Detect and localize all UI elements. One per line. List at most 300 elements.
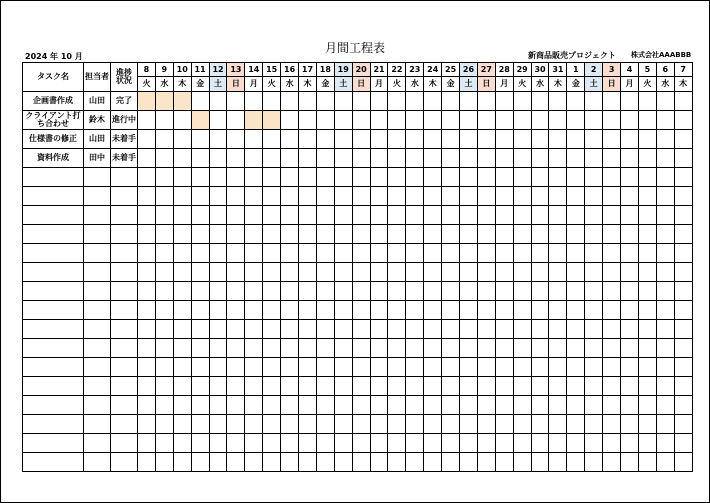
schedule-cell[interactable]: [191, 339, 209, 358]
schedule-cell[interactable]: [191, 168, 209, 187]
schedule-cell[interactable]: [424, 434, 442, 453]
schedule-cell[interactable]: [638, 187, 656, 206]
schedule-cell[interactable]: [191, 282, 209, 301]
schedule-cell[interactable]: [334, 358, 352, 377]
schedule-cell[interactable]: [585, 168, 603, 187]
schedule-cell[interactable]: [316, 168, 334, 187]
schedule-cell[interactable]: [155, 320, 173, 339]
schedule-cell[interactable]: [155, 130, 173, 149]
schedule-cell[interactable]: [173, 301, 191, 320]
schedule-cell[interactable]: [656, 377, 674, 396]
schedule-cell[interactable]: [621, 225, 639, 244]
schedule-cell[interactable]: [621, 453, 639, 472]
schedule-cell[interactable]: [299, 396, 317, 415]
schedule-cell[interactable]: [352, 130, 370, 149]
schedule-cell[interactable]: [138, 206, 156, 225]
schedule-cell[interactable]: [638, 320, 656, 339]
schedule-cell[interactable]: [209, 225, 227, 244]
schedule-cell[interactable]: [495, 130, 513, 149]
schedule-cell[interactable]: [513, 149, 531, 168]
task-owner-cell[interactable]: 山田: [84, 130, 111, 149]
schedule-cell[interactable]: [209, 263, 227, 282]
schedule-cell[interactable]: [585, 415, 603, 434]
schedule-cell[interactable]: [513, 168, 531, 187]
schedule-cell[interactable]: [656, 263, 674, 282]
schedule-cell[interactable]: [263, 377, 281, 396]
schedule-cell[interactable]: [513, 396, 531, 415]
schedule-cell[interactable]: [370, 206, 388, 225]
schedule-cell[interactable]: [477, 320, 495, 339]
schedule-cell[interactable]: [531, 168, 549, 187]
schedule-cell[interactable]: [603, 111, 621, 130]
schedule-cell[interactable]: [191, 225, 209, 244]
schedule-cell[interactable]: [316, 244, 334, 263]
schedule-cell[interactable]: [603, 301, 621, 320]
schedule-cell[interactable]: [334, 301, 352, 320]
schedule-cell[interactable]: [424, 187, 442, 206]
schedule-cell[interactable]: [155, 415, 173, 434]
schedule-cell[interactable]: [281, 187, 299, 206]
schedule-cell[interactable]: [352, 225, 370, 244]
schedule-cell[interactable]: [209, 111, 227, 130]
task-name-cell[interactable]: [23, 377, 84, 396]
schedule-cell[interactable]: [638, 168, 656, 187]
schedule-cell[interactable]: [191, 187, 209, 206]
schedule-cell[interactable]: [138, 168, 156, 187]
schedule-cell[interactable]: [603, 187, 621, 206]
schedule-cell[interactable]: [334, 320, 352, 339]
schedule-cell[interactable]: [638, 206, 656, 225]
schedule-cell[interactable]: [138, 415, 156, 434]
schedule-cell[interactable]: [585, 92, 603, 111]
schedule-cell[interactable]: [263, 206, 281, 225]
task-status-cell[interactable]: [111, 168, 138, 187]
task-owner-cell[interactable]: [84, 225, 111, 244]
schedule-cell[interactable]: [388, 244, 406, 263]
schedule-cell[interactable]: [191, 206, 209, 225]
task-owner-cell[interactable]: [84, 377, 111, 396]
schedule-cell[interactable]: [209, 415, 227, 434]
schedule-cell[interactable]: [531, 92, 549, 111]
schedule-cell[interactable]: [531, 244, 549, 263]
schedule-cell[interactable]: [674, 206, 692, 225]
schedule-cell[interactable]: [477, 339, 495, 358]
schedule-cell[interactable]: [334, 225, 352, 244]
schedule-cell[interactable]: [191, 263, 209, 282]
schedule-cell[interactable]: [227, 187, 245, 206]
task-owner-cell[interactable]: [84, 453, 111, 472]
schedule-cell[interactable]: [138, 130, 156, 149]
schedule-cell[interactable]: [173, 206, 191, 225]
schedule-cell[interactable]: [138, 434, 156, 453]
schedule-cell[interactable]: [388, 320, 406, 339]
task-status-cell[interactable]: [111, 339, 138, 358]
schedule-cell[interactable]: [477, 358, 495, 377]
schedule-cell[interactable]: [388, 415, 406, 434]
task-owner-cell[interactable]: 田中: [84, 149, 111, 168]
schedule-cell[interactable]: [442, 320, 460, 339]
schedule-cell[interactable]: [460, 149, 478, 168]
schedule-cell[interactable]: [477, 453, 495, 472]
schedule-cell[interactable]: [495, 396, 513, 415]
schedule-cell[interactable]: [424, 282, 442, 301]
schedule-cell[interactable]: [495, 358, 513, 377]
schedule-cell[interactable]: [621, 263, 639, 282]
task-name-cell[interactable]: [23, 244, 84, 263]
schedule-cell[interactable]: [138, 263, 156, 282]
schedule-cell[interactable]: [299, 453, 317, 472]
schedule-cell[interactable]: [245, 187, 263, 206]
schedule-cell[interactable]: [477, 92, 495, 111]
schedule-cell[interactable]: [531, 187, 549, 206]
schedule-cell[interactable]: [585, 396, 603, 415]
schedule-cell[interactable]: [549, 453, 567, 472]
schedule-cell[interactable]: [334, 453, 352, 472]
schedule-cell[interactable]: [621, 377, 639, 396]
schedule-cell[interactable]: [603, 434, 621, 453]
schedule-cell[interactable]: [621, 130, 639, 149]
task-name-cell[interactable]: [23, 187, 84, 206]
schedule-cell[interactable]: [299, 301, 317, 320]
schedule-cell[interactable]: [209, 149, 227, 168]
schedule-cell[interactable]: [299, 130, 317, 149]
schedule-cell[interactable]: [388, 111, 406, 130]
schedule-cell[interactable]: [316, 282, 334, 301]
schedule-cell[interactable]: [281, 92, 299, 111]
schedule-cell[interactable]: [513, 206, 531, 225]
task-status-cell[interactable]: [111, 244, 138, 263]
task-status-cell[interactable]: [111, 434, 138, 453]
schedule-cell[interactable]: [227, 396, 245, 415]
schedule-cell[interactable]: [513, 187, 531, 206]
schedule-cell[interactable]: [477, 187, 495, 206]
schedule-cell[interactable]: [173, 168, 191, 187]
schedule-cell[interactable]: [656, 320, 674, 339]
task-status-cell[interactable]: [111, 225, 138, 244]
schedule-cell[interactable]: [352, 187, 370, 206]
schedule-cell[interactable]: [316, 149, 334, 168]
schedule-cell[interactable]: [370, 358, 388, 377]
schedule-cell[interactable]: [155, 301, 173, 320]
schedule-cell[interactable]: [460, 187, 478, 206]
schedule-cell[interactable]: [442, 92, 460, 111]
schedule-cell[interactable]: [334, 377, 352, 396]
schedule-cell[interactable]: [227, 415, 245, 434]
task-name-cell[interactable]: 企画書作成: [23, 92, 84, 111]
task-status-cell[interactable]: 進行中: [111, 111, 138, 130]
schedule-cell[interactable]: [442, 130, 460, 149]
schedule-cell[interactable]: [263, 130, 281, 149]
schedule-cell[interactable]: [621, 92, 639, 111]
schedule-cell[interactable]: [209, 434, 227, 453]
schedule-cell[interactable]: [585, 377, 603, 396]
schedule-cell[interactable]: [442, 415, 460, 434]
schedule-cell[interactable]: [138, 453, 156, 472]
schedule-cell[interactable]: [406, 339, 424, 358]
schedule-cell[interactable]: [406, 434, 424, 453]
schedule-cell[interactable]: [334, 187, 352, 206]
schedule-cell[interactable]: [674, 396, 692, 415]
schedule-cell[interactable]: [191, 111, 209, 130]
schedule-cell[interactable]: [245, 358, 263, 377]
schedule-cell[interactable]: [209, 187, 227, 206]
schedule-cell[interactable]: [209, 92, 227, 111]
schedule-cell[interactable]: [263, 453, 281, 472]
schedule-cell[interactable]: [549, 149, 567, 168]
schedule-cell[interactable]: [585, 111, 603, 130]
schedule-cell[interactable]: [334, 244, 352, 263]
schedule-cell[interactable]: [227, 111, 245, 130]
schedule-cell[interactable]: [406, 358, 424, 377]
schedule-cell[interactable]: [191, 358, 209, 377]
schedule-cell[interactable]: [585, 434, 603, 453]
schedule-cell[interactable]: [621, 187, 639, 206]
schedule-cell[interactable]: [531, 320, 549, 339]
task-status-cell[interactable]: [111, 453, 138, 472]
schedule-cell[interactable]: [549, 130, 567, 149]
schedule-cell[interactable]: [406, 225, 424, 244]
schedule-cell[interactable]: [513, 358, 531, 377]
schedule-cell[interactable]: [549, 415, 567, 434]
task-name-cell[interactable]: [23, 358, 84, 377]
task-name-cell[interactable]: [23, 301, 84, 320]
schedule-cell[interactable]: [567, 244, 585, 263]
schedule-cell[interactable]: [460, 206, 478, 225]
schedule-cell[interactable]: [442, 206, 460, 225]
schedule-cell[interactable]: [388, 149, 406, 168]
schedule-cell[interactable]: [531, 111, 549, 130]
schedule-cell[interactable]: [245, 301, 263, 320]
schedule-cell[interactable]: [352, 111, 370, 130]
schedule-cell[interactable]: [299, 263, 317, 282]
schedule-cell[interactable]: [460, 339, 478, 358]
schedule-cell[interactable]: [513, 339, 531, 358]
schedule-cell[interactable]: [263, 225, 281, 244]
schedule-cell[interactable]: [173, 225, 191, 244]
schedule-cell[interactable]: [299, 358, 317, 377]
schedule-cell[interactable]: [460, 377, 478, 396]
schedule-cell[interactable]: [227, 282, 245, 301]
schedule-cell[interactable]: [245, 339, 263, 358]
schedule-cell[interactable]: [138, 320, 156, 339]
schedule-cell[interactable]: [621, 358, 639, 377]
schedule-cell[interactable]: [460, 320, 478, 339]
task-name-cell[interactable]: クライアント打ち合わせ: [23, 111, 84, 130]
schedule-cell[interactable]: [531, 415, 549, 434]
schedule-cell[interactable]: [442, 111, 460, 130]
schedule-cell[interactable]: [245, 263, 263, 282]
schedule-cell[interactable]: [460, 225, 478, 244]
schedule-cell[interactable]: [316, 415, 334, 434]
schedule-cell[interactable]: [656, 111, 674, 130]
schedule-cell[interactable]: [638, 111, 656, 130]
schedule-cell[interactable]: [191, 453, 209, 472]
schedule-cell[interactable]: [388, 339, 406, 358]
schedule-cell[interactable]: [585, 206, 603, 225]
schedule-cell[interactable]: [209, 282, 227, 301]
schedule-cell[interactable]: [227, 301, 245, 320]
schedule-cell[interactable]: [299, 168, 317, 187]
schedule-cell[interactable]: [191, 92, 209, 111]
schedule-cell[interactable]: [603, 358, 621, 377]
schedule-cell[interactable]: [567, 92, 585, 111]
task-owner-cell[interactable]: 山田: [84, 92, 111, 111]
schedule-cell[interactable]: [603, 339, 621, 358]
schedule-cell[interactable]: [281, 263, 299, 282]
schedule-cell[interactable]: [674, 358, 692, 377]
schedule-cell[interactable]: [549, 206, 567, 225]
schedule-cell[interactable]: [531, 282, 549, 301]
schedule-cell[interactable]: [370, 396, 388, 415]
schedule-cell[interactable]: [316, 434, 334, 453]
schedule-cell[interactable]: [621, 111, 639, 130]
schedule-cell[interactable]: [621, 244, 639, 263]
schedule-cell[interactable]: [209, 358, 227, 377]
schedule-cell[interactable]: [567, 396, 585, 415]
schedule-cell[interactable]: [227, 168, 245, 187]
schedule-cell[interactable]: [209, 130, 227, 149]
schedule-cell[interactable]: [477, 263, 495, 282]
schedule-cell[interactable]: [585, 320, 603, 339]
task-owner-cell[interactable]: [84, 320, 111, 339]
schedule-cell[interactable]: [656, 453, 674, 472]
schedule-cell[interactable]: [656, 187, 674, 206]
schedule-cell[interactable]: [424, 453, 442, 472]
schedule-cell[interactable]: [334, 206, 352, 225]
schedule-cell[interactable]: [477, 244, 495, 263]
schedule-cell[interactable]: [155, 434, 173, 453]
schedule-cell[interactable]: [191, 415, 209, 434]
schedule-cell[interactable]: [567, 168, 585, 187]
schedule-cell[interactable]: [656, 282, 674, 301]
schedule-cell[interactable]: [549, 92, 567, 111]
schedule-cell[interactable]: [674, 225, 692, 244]
schedule-cell[interactable]: [299, 149, 317, 168]
schedule-cell[interactable]: [299, 225, 317, 244]
schedule-cell[interactable]: [531, 301, 549, 320]
schedule-cell[interactable]: [621, 396, 639, 415]
schedule-cell[interactable]: [334, 92, 352, 111]
schedule-cell[interactable]: [442, 168, 460, 187]
schedule-cell[interactable]: [638, 130, 656, 149]
schedule-cell[interactable]: [173, 92, 191, 111]
schedule-cell[interactable]: [191, 301, 209, 320]
schedule-cell[interactable]: [495, 415, 513, 434]
schedule-cell[interactable]: [227, 377, 245, 396]
schedule-cell[interactable]: [388, 263, 406, 282]
schedule-cell[interactable]: [621, 206, 639, 225]
schedule-cell[interactable]: [245, 320, 263, 339]
schedule-cell[interactable]: [585, 358, 603, 377]
schedule-cell[interactable]: [191, 149, 209, 168]
schedule-cell[interactable]: [477, 149, 495, 168]
schedule-cell[interactable]: [173, 111, 191, 130]
task-name-cell[interactable]: [23, 225, 84, 244]
schedule-cell[interactable]: [227, 149, 245, 168]
task-status-cell[interactable]: [111, 320, 138, 339]
schedule-cell[interactable]: [603, 244, 621, 263]
schedule-cell[interactable]: [173, 358, 191, 377]
schedule-cell[interactable]: [138, 111, 156, 130]
schedule-cell[interactable]: [513, 377, 531, 396]
schedule-cell[interactable]: [138, 396, 156, 415]
schedule-cell[interactable]: [656, 92, 674, 111]
task-status-cell[interactable]: 完了: [111, 92, 138, 111]
schedule-cell[interactable]: [674, 130, 692, 149]
schedule-cell[interactable]: [406, 301, 424, 320]
schedule-cell[interactable]: [460, 244, 478, 263]
task-status-cell[interactable]: [111, 377, 138, 396]
schedule-cell[interactable]: [567, 320, 585, 339]
schedule-cell[interactable]: [531, 263, 549, 282]
schedule-cell[interactable]: [477, 434, 495, 453]
schedule-cell[interactable]: [352, 263, 370, 282]
task-name-cell[interactable]: [23, 282, 84, 301]
schedule-cell[interactable]: [370, 301, 388, 320]
schedule-cell[interactable]: [299, 434, 317, 453]
schedule-cell[interactable]: [299, 320, 317, 339]
schedule-cell[interactable]: [477, 130, 495, 149]
schedule-cell[interactable]: [531, 377, 549, 396]
schedule-cell[interactable]: [334, 263, 352, 282]
schedule-cell[interactable]: [477, 282, 495, 301]
schedule-cell[interactable]: [549, 339, 567, 358]
task-owner-cell[interactable]: [84, 206, 111, 225]
schedule-cell[interactable]: [263, 149, 281, 168]
schedule-cell[interactable]: [370, 453, 388, 472]
schedule-cell[interactable]: [138, 225, 156, 244]
schedule-cell[interactable]: [245, 396, 263, 415]
schedule-cell[interactable]: [531, 130, 549, 149]
task-status-cell[interactable]: [111, 206, 138, 225]
task-status-cell[interactable]: 未着手: [111, 149, 138, 168]
schedule-cell[interactable]: [495, 339, 513, 358]
schedule-cell[interactable]: [513, 434, 531, 453]
schedule-cell[interactable]: [621, 434, 639, 453]
schedule-cell[interactable]: [513, 282, 531, 301]
schedule-cell[interactable]: [656, 396, 674, 415]
schedule-cell[interactable]: [227, 453, 245, 472]
schedule-cell[interactable]: [603, 320, 621, 339]
schedule-cell[interactable]: [656, 130, 674, 149]
schedule-cell[interactable]: [370, 244, 388, 263]
schedule-cell[interactable]: [549, 187, 567, 206]
schedule-cell[interactable]: [442, 396, 460, 415]
schedule-cell[interactable]: [281, 453, 299, 472]
schedule-cell[interactable]: [173, 396, 191, 415]
schedule-cell[interactable]: [352, 396, 370, 415]
schedule-cell[interactable]: [621, 301, 639, 320]
schedule-cell[interactable]: [406, 282, 424, 301]
schedule-cell[interactable]: [442, 244, 460, 263]
schedule-cell[interactable]: [245, 453, 263, 472]
schedule-cell[interactable]: [638, 396, 656, 415]
schedule-cell[interactable]: [388, 301, 406, 320]
task-owner-cell[interactable]: [84, 434, 111, 453]
schedule-cell[interactable]: [406, 377, 424, 396]
schedule-cell[interactable]: [316, 92, 334, 111]
schedule-cell[interactable]: [191, 244, 209, 263]
schedule-cell[interactable]: [567, 301, 585, 320]
schedule-cell[interactable]: [424, 396, 442, 415]
schedule-cell[interactable]: [674, 339, 692, 358]
schedule-cell[interactable]: [316, 301, 334, 320]
schedule-cell[interactable]: [674, 453, 692, 472]
schedule-cell[interactable]: [656, 244, 674, 263]
schedule-cell[interactable]: [263, 168, 281, 187]
schedule-cell[interactable]: [263, 282, 281, 301]
schedule-cell[interactable]: [155, 396, 173, 415]
